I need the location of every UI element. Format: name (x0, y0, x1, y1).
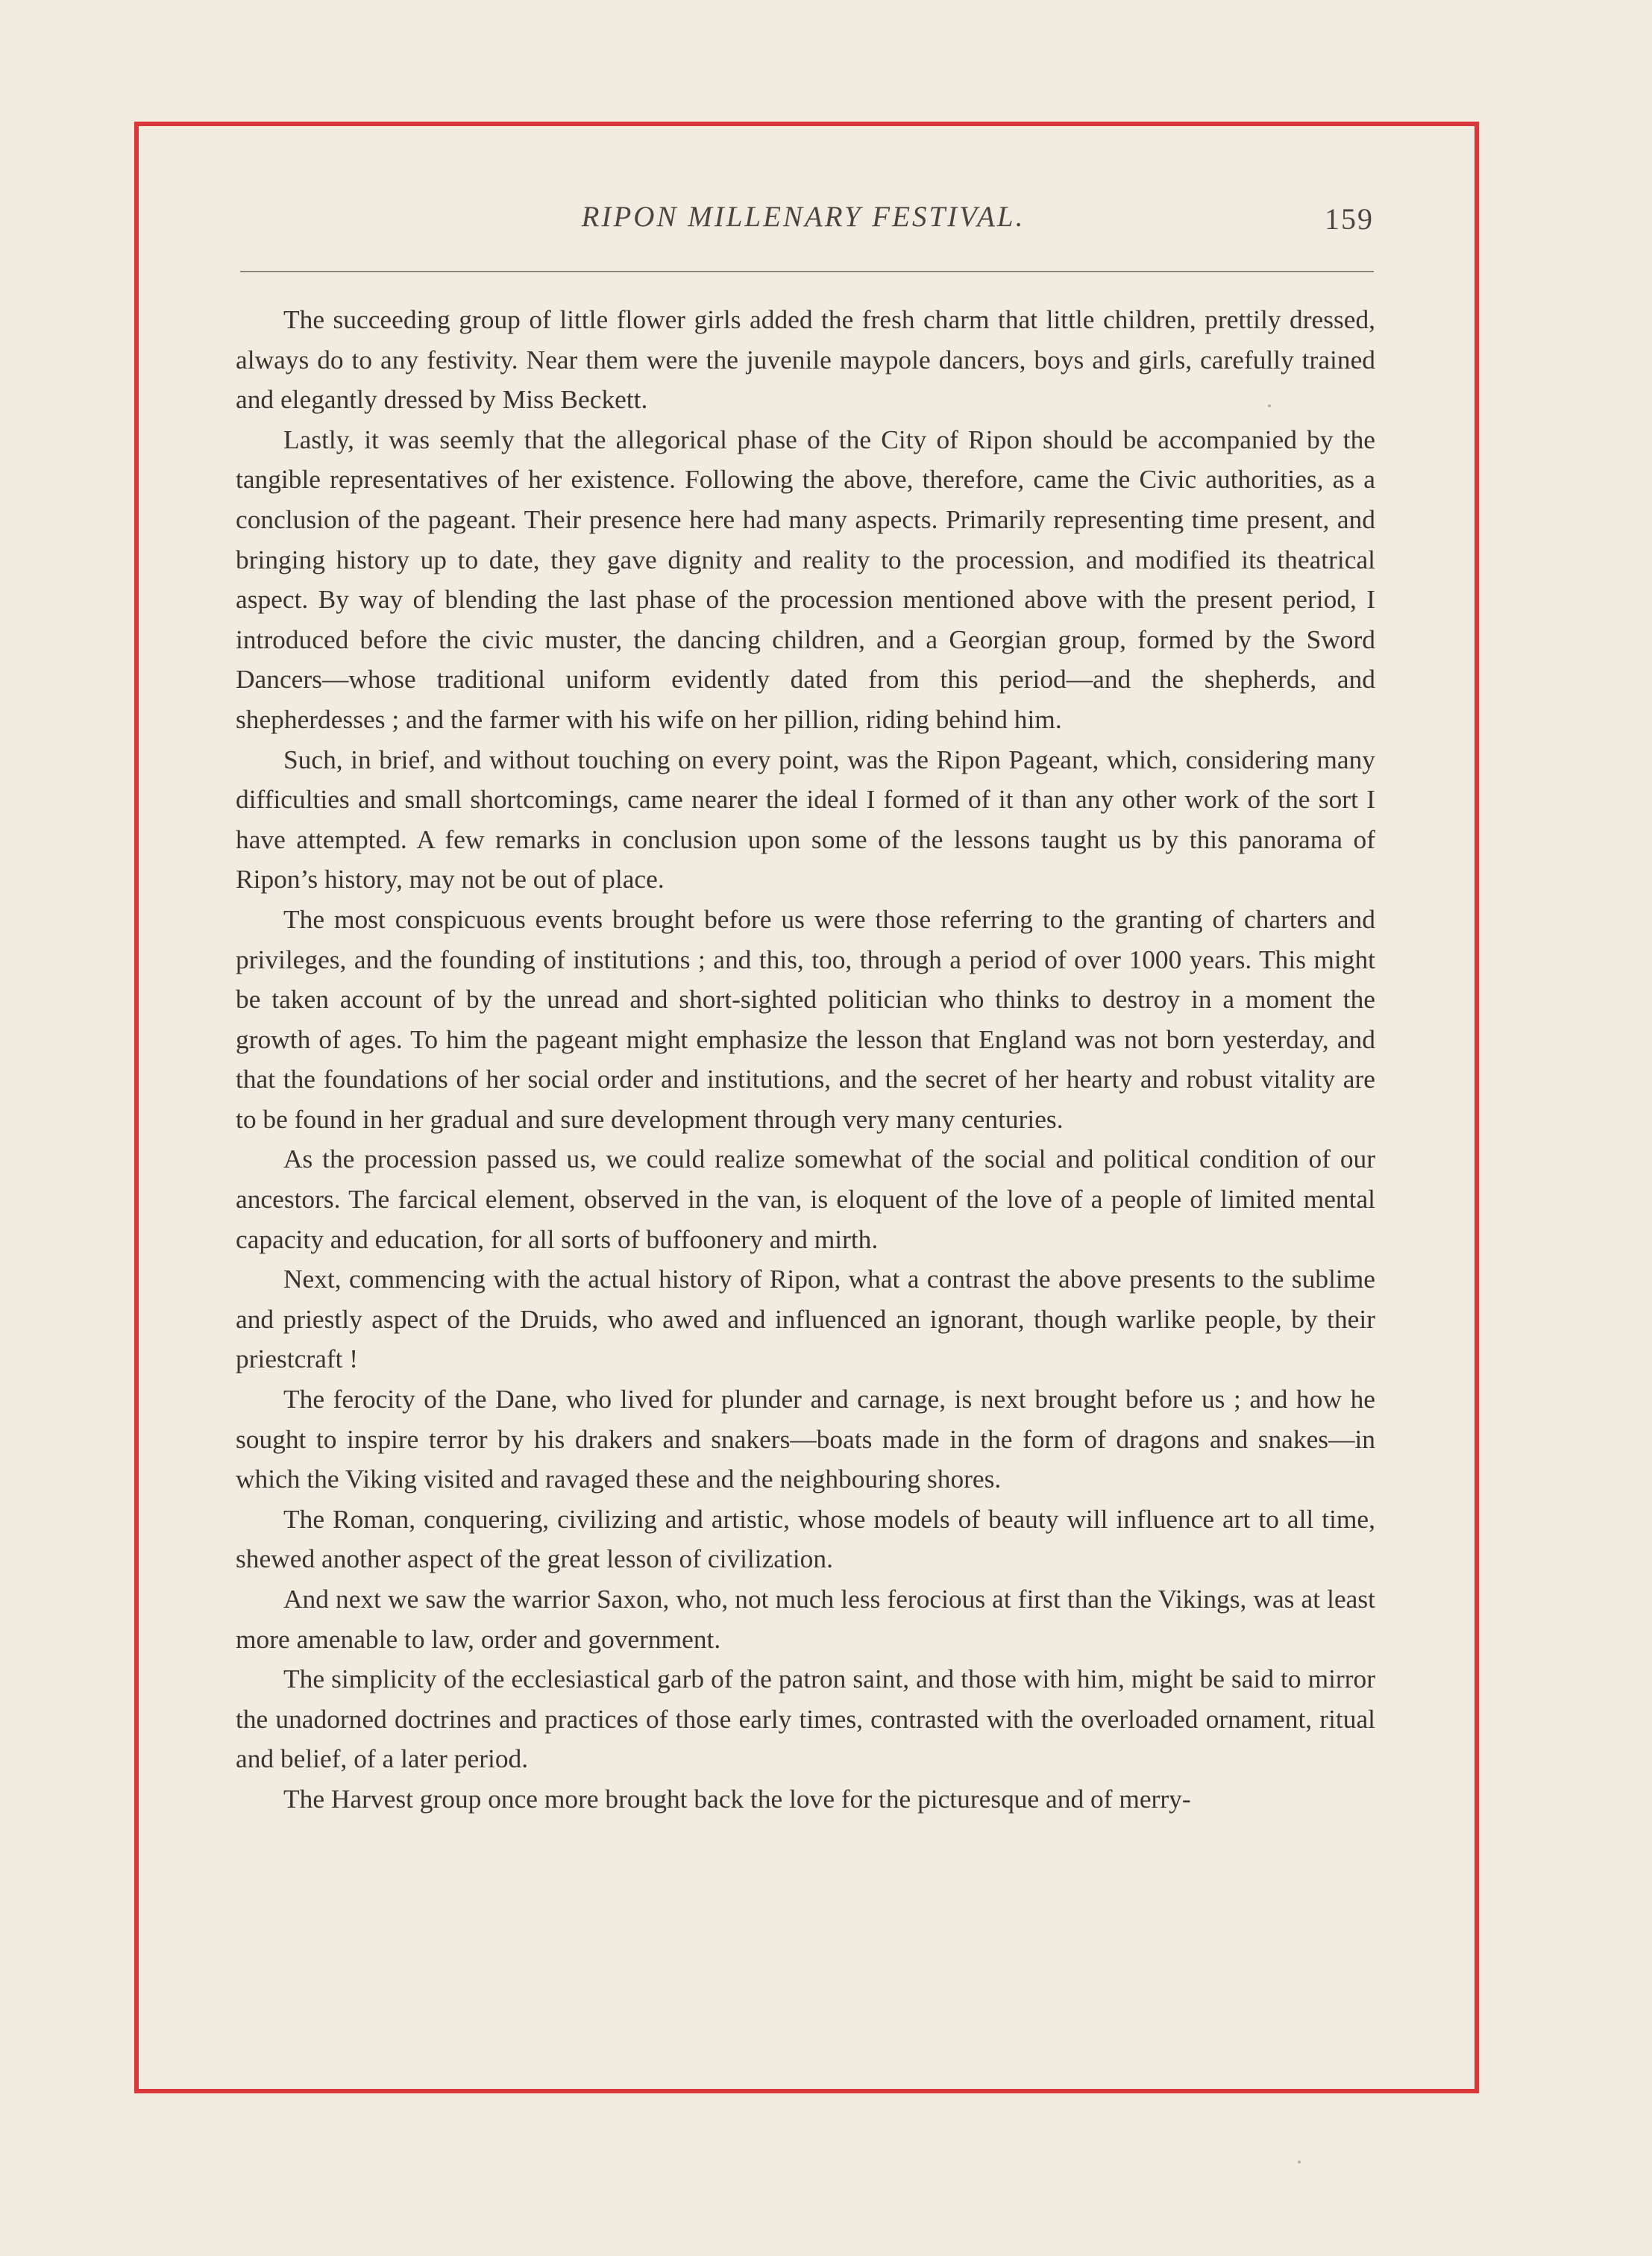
page-number: 159 (1325, 202, 1374, 236)
paragraph: The most conspicuous events brought before us were those referring to the granting of charters and privileges, and the founding of institutions ; and this, too, through a period of over 1000 years. This might be taken account of by the unread and short-sighted politician who thinks to destroy in a moment the growth of ages. To him the pageant might emphasize the lesson that England was not born yesterday, and that the foundations of her social order and institutions, and the secret of her hearty and robust vitality are to be found in her gradual and sure development through very many centuries. (236, 903, 1375, 1134)
body-text (236, 300, 1375, 1820)
paragraph: The simplicity of the ecclesiastical garb of the patron saint, and those with him, might be said to mirror the unadorned doctrines and practices of those early times, contrasted with the overloaded ornament, ritual and belief, of a later period. (236, 1664, 1375, 1774)
paragraph: And next we saw the warrior Saxon, who, not much less ferocious at first than the Vikings, was at least more amenable to law, order and government. (236, 1584, 1375, 1654)
paper-speck (1298, 2161, 1301, 2163)
paragraph: As the procession passed us, we could realize somewhat of the social and political condition of our ancestors. The farcical element, observed in the van, is eloquent of the love of a people of limited mental capacity and education, for all sorts of buffoonery and mirth. (236, 1144, 1375, 1254)
paper-speck (1268, 404, 1271, 407)
paragraph: Next, commencing with the actual history of Ripon, what a contrast the above presents to the sublime and priestly aspect of the Druids, who awed and influenced an ignorant, though warlike people, by their priestcraft ! (236, 1264, 1375, 1374)
paragraph: The Roman, conquering, civilizing and artistic, whose models of beauty will influence art to all time, shewed another aspect of the great lesson of civilization. (236, 1503, 1375, 1574)
header-rule (240, 271, 1374, 272)
running-head (233, 200, 1374, 245)
running-title: RIPON MILLENARY FESTIVAL. (581, 201, 1026, 233)
paragraph: The succeeding group of little flower girls added the fresh charm that little children, prettily dressed, always do to any festivity. Near them were the juvenile maypole dancers, boys and girls, carefully trained and elegantly dressed by Miss Beckett. (236, 304, 1375, 415)
paragraph: Such, in brief, and without touching on every point, was the Ripon Pageant, which, considering many difficulties and small shortcomings, came nearer the ideal I formed of it than any other work of the sort I have attempted. A few remarks in conclusion upon some of the lessons taught us by this panorama of Ripon’s history, may not be out of place. (236, 744, 1375, 894)
paragraph: The ferocity of the Dane, who lived for plunder and carnage, is next brought before us ; and how he sought to inspire terror by his drakers and snakers—boats made in the form of dragons and snakes—in which the Viking visited and ravaged these and the neighbouring shores. (236, 1384, 1375, 1494)
paragraph: The Harvest group once more brought back the love for the picturesque and of merry- (283, 1783, 1191, 1814)
paragraph: Lastly, it was seemly that the allegorical phase of the City of Ripon should be accompanied by the tangible representatives of her existence. Following the above, therefore, came the Civic authorities, as a conclusion of the pageant. Their presence here had many aspects. Primarily representing time present, and bringing history up to date, they gave dignity and reality to the procession, and modified its theatrical aspect. By way of blending the last phase of the procession mentioned above with the present period, I introduced before the civic muster, the dancing children, and a Georgian group, formed by the Sword Dancers—whose traditional uniform evidently dated from this period—and the shepherds, and shepherdesses ; and the farmer with his wife on her pillion, riding behind him. (236, 424, 1375, 734)
